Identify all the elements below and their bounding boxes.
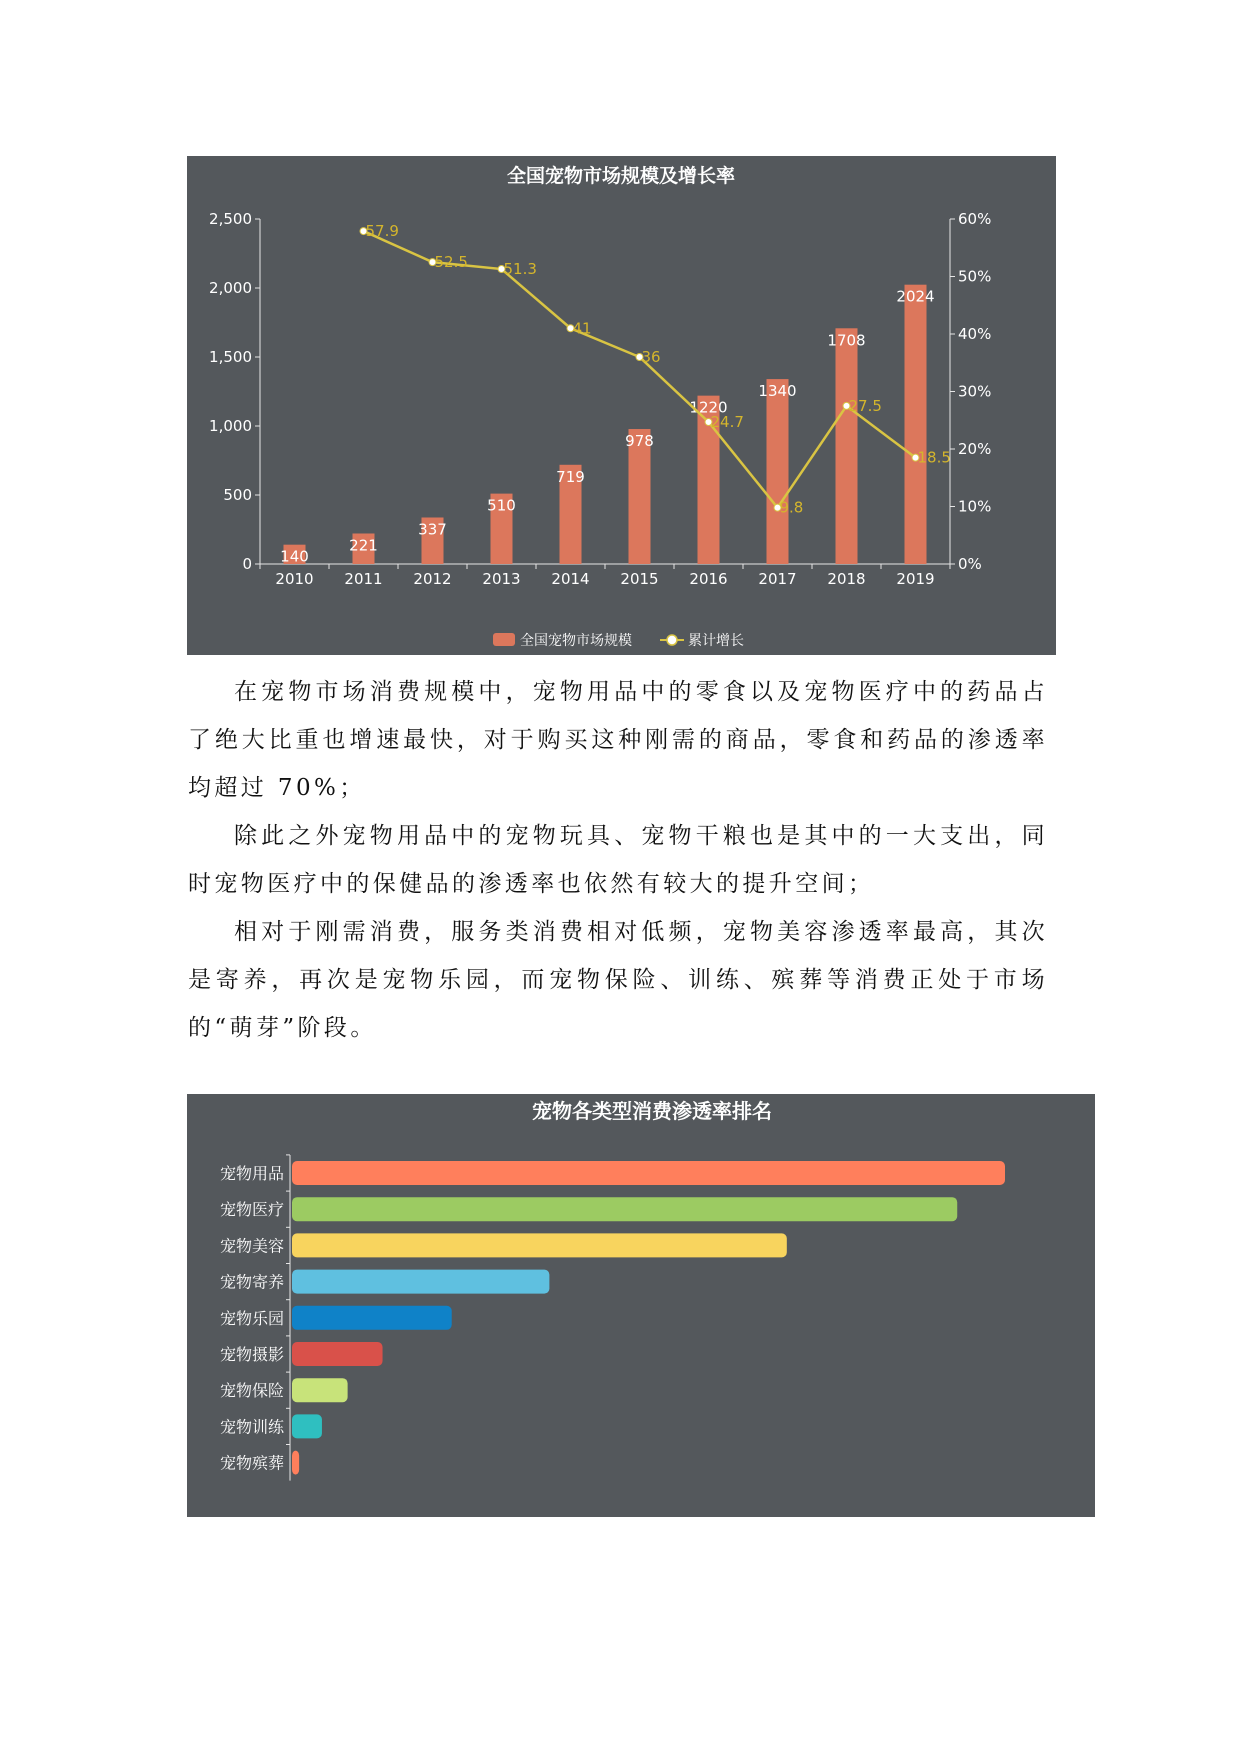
bar-宠物医疗 bbox=[292, 1197, 957, 1221]
category-label: 宠物保险 bbox=[219, 1381, 284, 1401]
growth-label: 41 bbox=[572, 319, 592, 338]
x-tick-label: 2015 bbox=[620, 570, 659, 588]
left-y-tick-label: 2,000 bbox=[209, 279, 252, 297]
category-label: 宠物用品 bbox=[219, 1164, 284, 1183]
bar-宠物乐园 bbox=[292, 1306, 452, 1330]
chart-title: 全国宠物市场规模及增长率 bbox=[506, 165, 736, 187]
legend-bar-label: 全国宠物市场规模 bbox=[520, 633, 632, 649]
bar-label: 2024 bbox=[896, 287, 935, 306]
right-y-tick-label: 30% bbox=[958, 382, 992, 401]
bar-label: 1708 bbox=[827, 331, 866, 350]
right-y-tick-label: 10% bbox=[958, 497, 992, 516]
paragraph-1: 在宠物市场消费规模中，宠物用品中的零食以及宠物医疗中的药品占了绝大比重也增速最快，对于购买这种刚需的商品，零食和药品的渗透率均超过 70%； bbox=[188, 679, 1048, 801]
right-y-tick-label: 0% bbox=[958, 555, 982, 573]
market-size-chart-svg bbox=[187, 156, 1056, 655]
bar-宠物用品 bbox=[292, 1161, 1005, 1185]
growth-label: 36 bbox=[641, 348, 661, 366]
growth-label: 27.5 bbox=[848, 396, 882, 415]
x-tick-label: 2017 bbox=[758, 570, 797, 588]
growth-label: 51.3 bbox=[503, 260, 537, 279]
category-label: 宠物训练 bbox=[219, 1417, 284, 1437]
bar-label: 1220 bbox=[689, 398, 728, 417]
bar-宠物训练 bbox=[292, 1414, 322, 1438]
x-tick-label: 2010 bbox=[275, 570, 314, 588]
growth-label: 18.5 bbox=[917, 448, 951, 467]
bar-宠物美容 bbox=[292, 1233, 787, 1257]
growth-label: 52.5 bbox=[434, 253, 468, 272]
market-size-chart bbox=[187, 156, 1056, 655]
bar-label: 510 bbox=[487, 496, 516, 515]
growth-label: 9.8 bbox=[779, 498, 804, 517]
left-y-tick-label: 1,000 bbox=[209, 417, 252, 435]
category-label: 宠物美容 bbox=[219, 1236, 284, 1256]
x-tick-label: 2018 bbox=[827, 570, 866, 588]
category-label: 宠物寄养 bbox=[219, 1272, 284, 1292]
bar-宠物殡葬 bbox=[292, 1451, 299, 1475]
bar-宠物保险 bbox=[292, 1378, 348, 1402]
right-y-tick-label: 40% bbox=[958, 325, 992, 343]
legend-line-label: 累计增长 bbox=[688, 633, 744, 649]
body-text bbox=[188, 668, 1048, 1052]
right-y-tick-label: 60% bbox=[958, 210, 992, 228]
bar-label: 719 bbox=[556, 467, 585, 486]
bar-label: 140 bbox=[280, 547, 309, 566]
x-tick-label: 2019 bbox=[896, 570, 935, 588]
penetration-ranking-chart bbox=[187, 1094, 1095, 1517]
paragraph-2: 除此之外宠物用品中的宠物玩具、宠物干粮也是其中的一大支出，同时宠物医疗中的保健品的渗透率也依然有较大的提升空间； bbox=[188, 823, 1048, 897]
bar-宠物摄影 bbox=[292, 1342, 383, 1366]
left-y-tick-label: 500 bbox=[223, 486, 252, 504]
left-y-tick-label: 2,500 bbox=[209, 210, 252, 228]
category-label: 宠物摄影 bbox=[219, 1345, 284, 1364]
category-label: 宠物乐园 bbox=[219, 1308, 284, 1328]
bar-label: 221 bbox=[349, 536, 378, 555]
growth-label: 57.9 bbox=[365, 222, 399, 241]
paragraph-3: 相对于刚需消费，服务类消费相对低频，宠物美容渗透率最高，其次是寄养，再次是宠物乐园，而宠物保险、训练、殡葬等消费正处于市场的“萌芽”阶段。 bbox=[188, 919, 1048, 1041]
x-tick-label: 2016 bbox=[689, 570, 728, 588]
bar-label: 978 bbox=[625, 432, 654, 451]
bar-2017 bbox=[767, 379, 789, 564]
x-tick-label: 2011 bbox=[344, 570, 383, 588]
penetration-ranking-chart-svg bbox=[187, 1094, 1095, 1517]
bar-2019 bbox=[905, 285, 927, 564]
bar-宠物寄养 bbox=[292, 1270, 549, 1294]
right-y-tick-label: 20% bbox=[958, 440, 992, 458]
category-label: 宠物殡葬 bbox=[219, 1453, 284, 1473]
x-tick-label: 2012 bbox=[413, 570, 452, 588]
legend-line-marker bbox=[667, 635, 677, 645]
legend-bar-swatch bbox=[493, 633, 515, 646]
bar-label: 337 bbox=[418, 520, 447, 539]
left-y-tick-label: 0 bbox=[242, 555, 252, 573]
chart-title: 宠物各类型消费渗透率排名 bbox=[532, 1099, 772, 1123]
right-y-tick-label: 50% bbox=[958, 267, 992, 286]
growth-label: 24.7 bbox=[710, 412, 744, 431]
bar-label: 1340 bbox=[758, 382, 797, 401]
x-tick-label: 2013 bbox=[482, 570, 521, 588]
x-tick-label: 2014 bbox=[551, 570, 590, 588]
left-y-tick-label: 1,500 bbox=[209, 348, 252, 366]
bar-2018 bbox=[836, 328, 858, 564]
category-label: 宠物医疗 bbox=[219, 1200, 284, 1220]
